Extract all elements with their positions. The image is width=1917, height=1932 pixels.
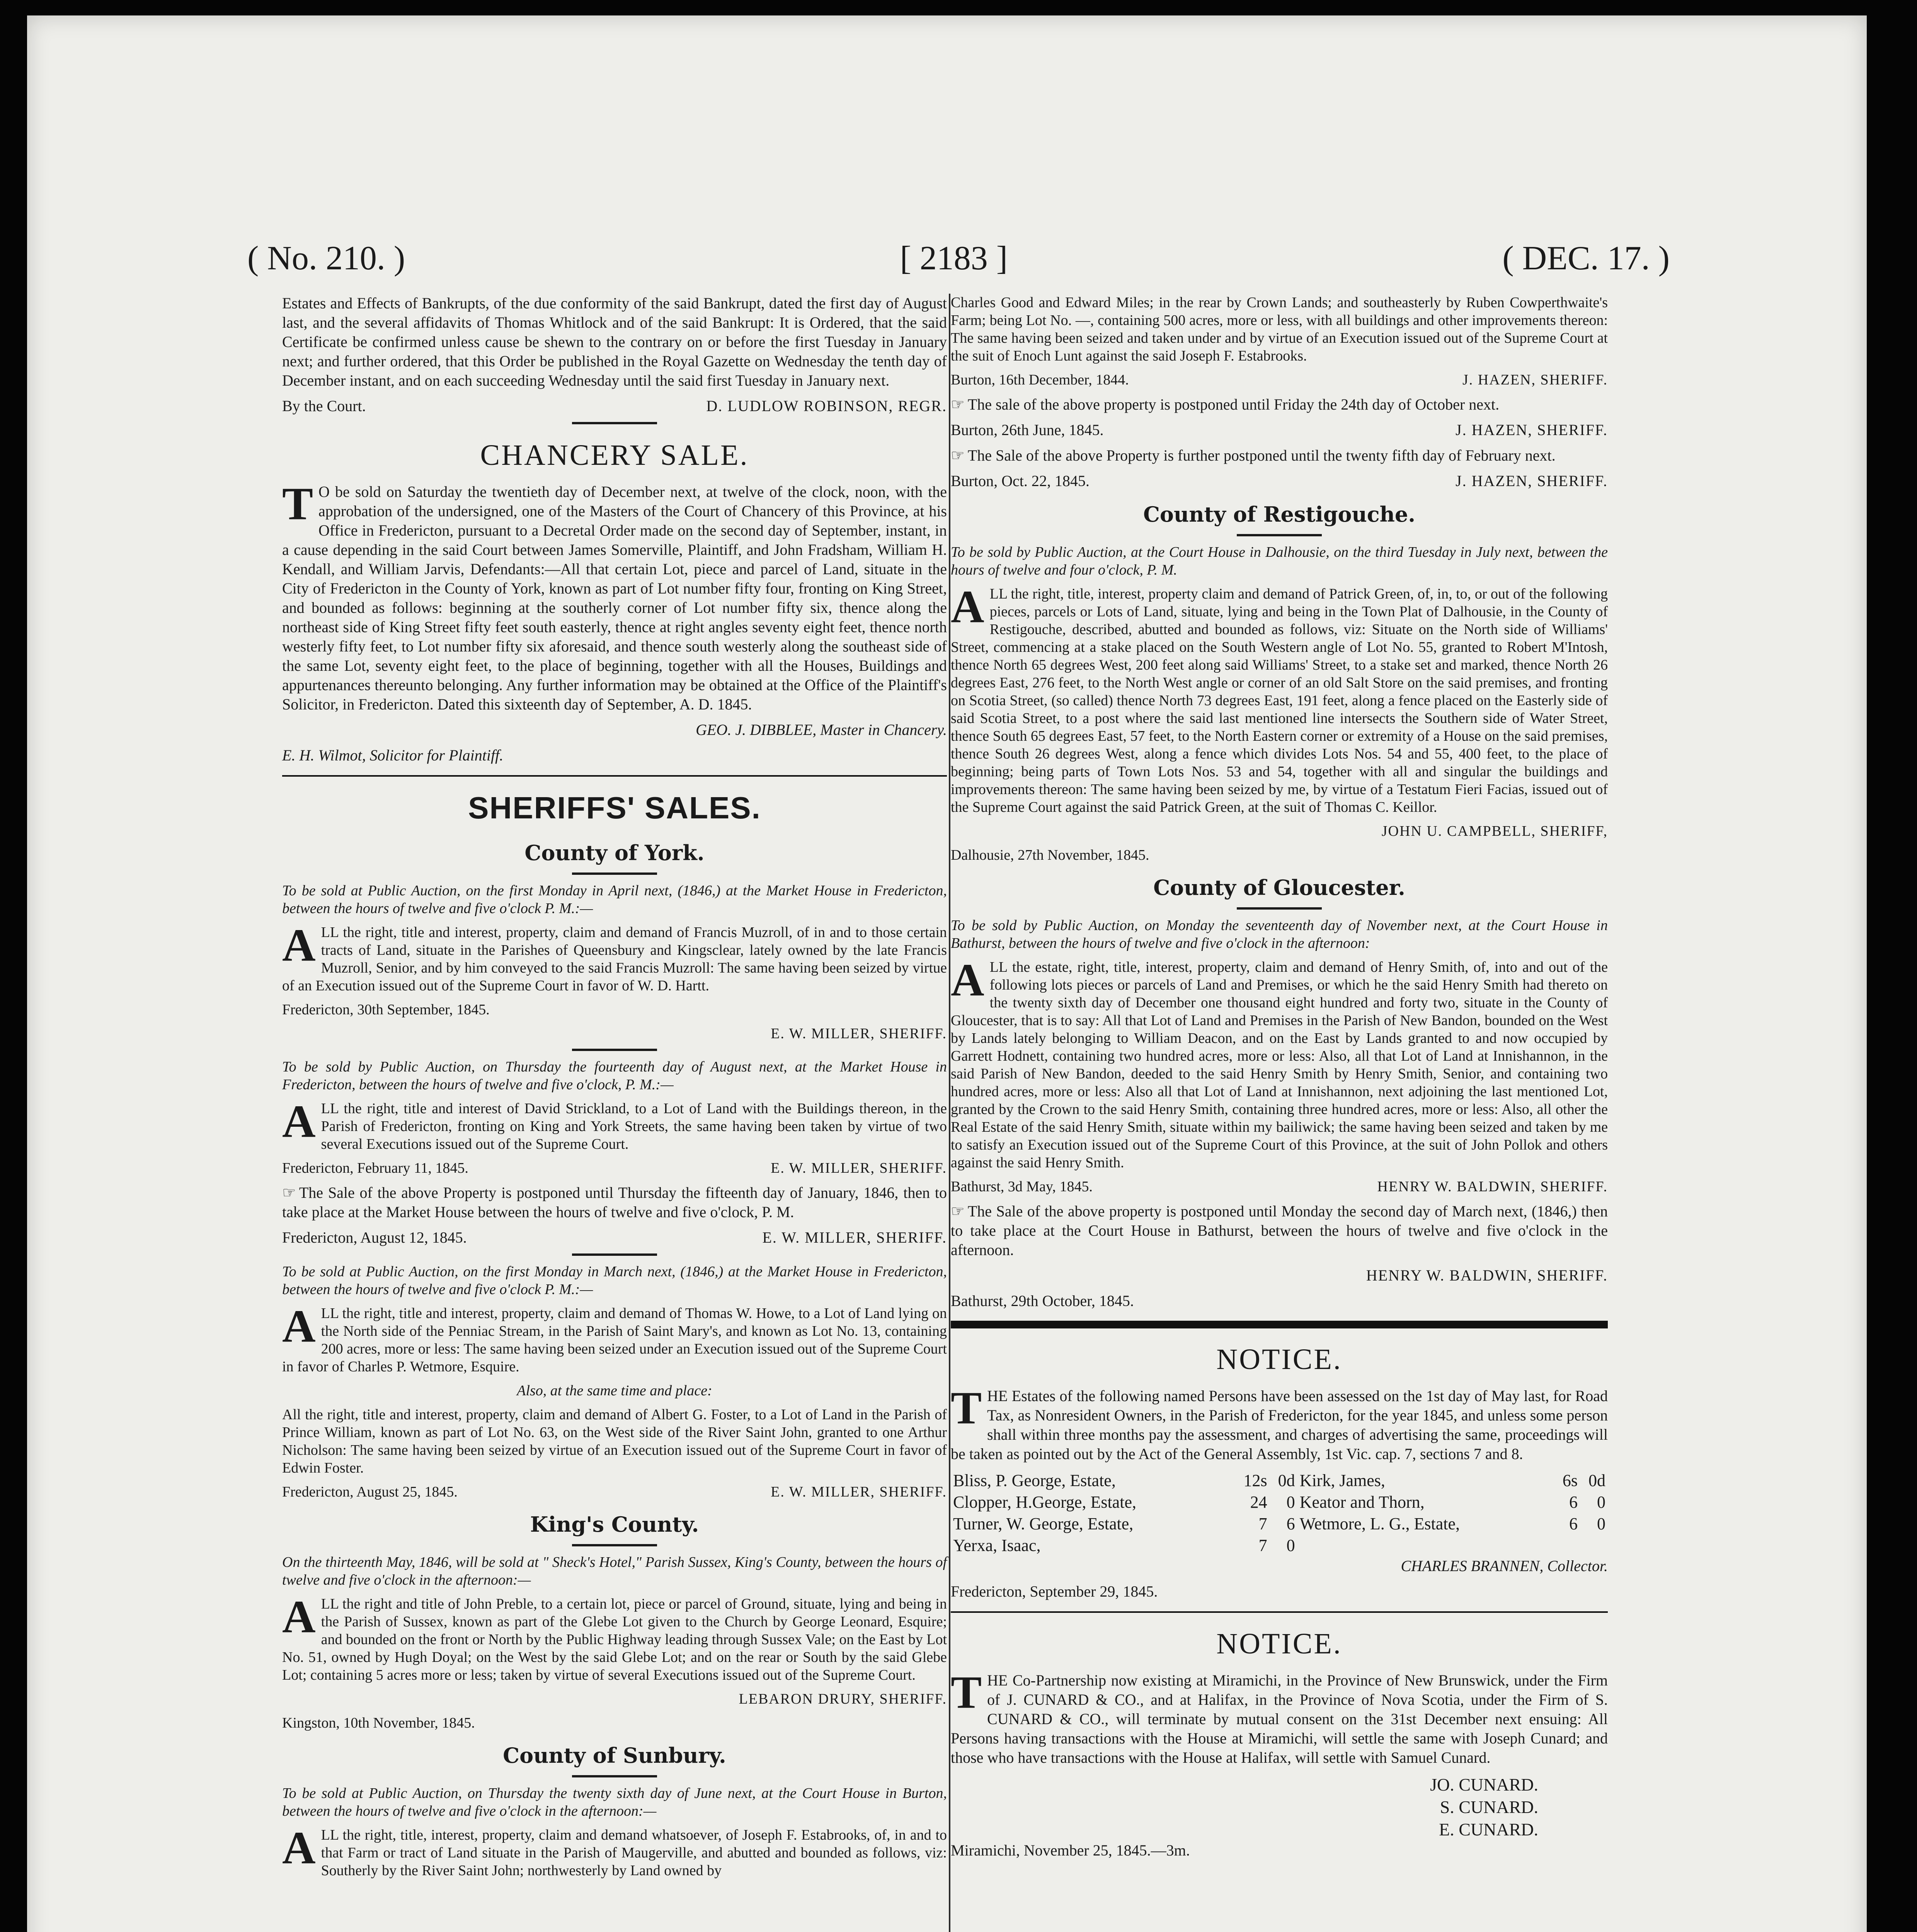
chancery-master-signature: GEO. J. DIBBLEE, Master in Chancery. (696, 721, 947, 738)
sunbury-sale-intro: To be sold at Public Auction, on Thursday the twenty sixth day of June next, at the Court House in Burton, between the hours of twelve and five o'clock in the afternoon:— (282, 1785, 947, 1819)
pointing-hand-icon: ☞ (951, 396, 965, 413)
table-cell: 6 (1569, 1514, 1578, 1533)
bankrupt-notice-text: Estates and Effects of Bankrupts, of the due conformity of the said Bankrupt, dated the first day of August last, and the several affidavits of Thomas Whitlock and of the said Bankrupt: It is Ordered, that the said Certificate be confirmed unless cause be shewn to the contrary on or before the first Tuesday in January next; and further ordered, that this Order be published in the Royal Gazette on Wednesday the tenth day of December instant, and on each succeeding Wednesday until the said first Tuesday in January next. (282, 294, 947, 389)
sunbury-sale-continued: Charles Good and Edward Miles; in the rear by Crown Lands; and southeasterly by Ruben Cowperthwaite's Farm; being Lot No. —, containing 500 acres, more or less, with all buildings and other improvements thereon: The same having been seized and taken under and by virtue of an Execution issued out of the Supreme Court at the suit of Enoch Lunt against the said Joseph F. Estabrooks. (951, 294, 1608, 364)
drop-cap: A (951, 954, 984, 1005)
gloucester-sale-notice (951, 954, 1608, 1172)
table-cell: 7 (1258, 1536, 1267, 1555)
notice-1-place: Fredericton, September 29, 1845. (951, 1583, 1158, 1600)
york-sale-1-notice (282, 919, 947, 995)
kings-sale-place: Kingston, 10th November, 1845. (282, 1715, 475, 1731)
notice-2-body (951, 1667, 1608, 1767)
notice-2-text: HE Co-Partnership now existing at Miramichi, in the Province of New Brunswick, under the Firm of J. CUNARD & CO., and at Halifax, in the Province of Nova Scotia, under the Firm of S. CUNARD & CO., will terminate by mutual consent on the 31st December next ensuing: All Persons having transactions with the House at Miramichi, will settle the same with Joseph Cunard; and those who have transactions with the House at Halifax, will settle with Samuel Cunard. (951, 1672, 1608, 1766)
issue-number: ( No. 210. ) (247, 239, 405, 277)
chancery-sale-notice (282, 478, 947, 714)
gloucester-sale-intro: To be sold by Public Auction, on Monday the seventeenth day of November next, at the Court House in Bathurst, between the hours of twelve and five o'clock in the afternoon: (951, 917, 1608, 951)
restigouche-sale-text: LL the right, title, interest, property claim and demand of Patrick Green, of, in, to, or out of the following pieces, parcels or Lots of Land, situate, lying and being in the Town Plat of Dalhousie, in the County of Restigouche, described, abutted and bounded as follows, viz: Situate on the North side of Williams' Street, commencing at a stake placed on the South Western angle of Lot No. 55, granted to Robert M'Intosh, thence North 65 degrees West, 200 feet along said Williams' Street, to a stake set and marked, thence North 26 degrees East, 276 feet, to the North West angle or corner of an old Salt Store on the said premises, and fronting on Scotia Street, (so called) thence North 73 degrees East, 191 feet, along a fence placed on the Easterly side of said Scotia Street, to a post where the said last mentioned line intersects the Southern side of Water Street, thence South 65 degrees East, 57 feet, to the North Eastern corner or extremity of a House on the said premises, thence South 26 degrees West, along a fence which divides Lots Nos. 54 and 55, 400 feet, to the place of beginning; being parts of Town Lots Nos. 53 and 54, together with all and singular the buildings and improvements thereon: The same having been seized by me, by virtue of a Testatum Fieri Facias, issued out of the Supreme Court against the said Patrick Green, at the suit of Thomas C. Keillor. (951, 586, 1608, 815)
sunbury-post-2-signature: J. HAZEN, SHERIFF. (1456, 472, 1608, 490)
section-rule (572, 1253, 657, 1256)
drop-cap: A (282, 919, 316, 971)
table-row (951, 1535, 1608, 1556)
york-sale-2-postponement (282, 1183, 947, 1222)
table-cell: 6s (1562, 1471, 1578, 1490)
chancery-sale-heading: CHANCERY SALE. (480, 439, 749, 471)
sunbury-signature-row (951, 371, 1608, 389)
york-sale-3-text: LL the right, title and interest, property, claim and demand of Thomas W. Howe, to a Lot of Land lying on the North side of the Penniac Stream, in the Parish of Saint Mary's, and known as Lot No. 13, containing 200 acres, more or less: The same having been seized under an Execution issued out of the Supreme Court in favor of Charles P. Wetmore, Esquire. (282, 1305, 947, 1375)
sunbury-post-2-signature-row (951, 471, 1608, 491)
signer-name: S. CUNARD. (1440, 1797, 1538, 1817)
signer-name: JO. CUNARD. (1430, 1775, 1538, 1794)
county-sunbury-heading: County of Sunbury. (503, 1743, 726, 1768)
table-cell: 12s (1243, 1471, 1267, 1490)
table-cell: 6 (1569, 1493, 1578, 1512)
section-rule (572, 1049, 657, 1051)
restigouche-sale-intro: To be sold by Public Auction, at the Court House in Dalhousie, on the third Tuesday in July next, between the hours of twelve and four o'clock, P. M. (951, 544, 1608, 578)
sunbury-postpone-2-text: The Sale of the above Property is further postponed until the twenty fifth day of February next. (967, 447, 1556, 464)
signer-name: E. CUNARD. (1439, 1820, 1538, 1839)
gloucester-postponement (951, 1202, 1608, 1260)
table-cell: 6 (1286, 1514, 1295, 1533)
table-cell: 7 (1258, 1514, 1267, 1533)
restigouche-signature: JOHN U. CAMPBELL, SHERIFF, (1381, 823, 1608, 839)
county-york-heading: County of York. (524, 840, 705, 865)
table-cell: 0 (1286, 1536, 1295, 1555)
restigouche-place: Dalhousie, 27th November, 1845. (951, 847, 1149, 863)
notice-1-signature: CHARLES BRANNEN, Collector. (1401, 1557, 1608, 1575)
bankrupt-signature-row (282, 396, 947, 416)
sunbury-post-1-place: Burton, 26th June, 1845. (951, 421, 1104, 439)
left-column (282, 294, 947, 1886)
section-rule (951, 1611, 1608, 1613)
york-sale-2-post-signature-row (282, 1228, 947, 1247)
notice-1-heading: NOTICE. (1216, 1343, 1342, 1376)
notice-2-heading: NOTICE. (1216, 1628, 1342, 1660)
notice-1-text: HE Estates of the following named Persons have been assessed on the 1st day of May last, for Road Tax, as Nonresident Owners, in the Parish of Fredericton, for the year 1845, and unless some person shall within three months pay the assessment, and charges of advertising the same, proceedings will be taken as pointed out by the Act of the General Assembly, 1st Vic. cap. 7, sections 7 and 8. (951, 1387, 1608, 1463)
right-column (951, 294, 1608, 1866)
gloucester-signature: HENRY W. BALDWIN, SHERIFF. (1377, 1179, 1608, 1195)
notice-2-place: Miramichi, November 25, 1845.—3m. (951, 1842, 1190, 1859)
york-sale-3-intro: To be sold at Public Auction, on the first Monday in March next, (1846,) at the Market House in Fredericton, between the hours of twelve and five o'clock P. M.:— (282, 1264, 947, 1298)
gloucester-postpone-text: The Sale of the above property is postponed until Monday the second day of March next, (1846,) then to take place at the Court House in Bathurst, between the hours of twelve and five o'clock in the afternoon. (951, 1202, 1608, 1259)
table-cell: 0 (1597, 1514, 1605, 1533)
drop-cap: T (282, 478, 313, 529)
table-cell: Clopper, H.George, Estate, (953, 1493, 1136, 1512)
table-cell (1552, 1535, 1580, 1556)
notice-2-signers (951, 1774, 1538, 1841)
kings-sale-signature: LEBARON DRURY, SHERIFF. (739, 1691, 947, 1707)
york-sale-3-notice (282, 1300, 947, 1376)
county-kings-heading: King's County. (530, 1512, 699, 1537)
table-cell (1580, 1535, 1608, 1556)
page-number: [ 2183 ] (900, 239, 1008, 277)
gloucester-signature-row (951, 1178, 1608, 1196)
table-cell (1297, 1535, 1552, 1556)
section-rule (572, 1775, 657, 1777)
drop-cap: A (951, 581, 984, 632)
chancery-solicitor: E. H. Wilmot, Solicitor for Plaintiff. (282, 747, 504, 764)
drop-cap: A (282, 1095, 316, 1147)
york-sale-2-place: Fredericton, February 11, 1845. (282, 1160, 468, 1176)
table-cell: 0 (1597, 1493, 1605, 1512)
newspaper-page (27, 15, 1867, 1932)
pointing-hand-icon: ☞ (951, 1202, 965, 1220)
sunbury-post-2-place: Burton, Oct. 22, 1845. (951, 472, 1090, 490)
sheriffs-sales-heading: SHERIFFS' SALES. (468, 791, 761, 825)
drop-cap: A (282, 1822, 316, 1873)
table-cell: Turner, W. George, Estate, (953, 1514, 1134, 1533)
notice-1-body (951, 1382, 1608, 1464)
kings-sale-text: LL the right and title of John Preble, to a certain lot, piece or parcel of Ground, situate, lying and being in the Parish of Sussex, known as part of the Glebe Lot given to the Church by George Leonard, Esquire; and bounded on the front or North by the Public Highway leading through Sussex Vale; on the East by Lot No. 51, owned by Hugh Doyal; on the West by the said Glebe Lot; and on the rear or South by the said Glebe Lot; containing 5 acres more or less; taken by virtue of several Executions issued out of the Supreme Court. (282, 1596, 947, 1683)
york-sale-1-text: LL the right, title and interest, property, claim and demand of Francis Muzroll, of in and to those certain tracts of Land, situate in the Parishes of Queensbury and Kingsclear, lately owned by the late Francis Muzroll, Senior, and by him conveyed to the said Francis Muzroll: The same having been seized by virtue of an Execution issued out of the Supreme Court in favor of W. D. Hartt. (282, 924, 947, 994)
gloucester-place: Bathurst, 3d May, 1845. (951, 1179, 1093, 1195)
table-row (951, 1470, 1608, 1492)
york-sale-2-intro: To be sold by Public Auction, on Thursday the fourteenth day of August next, at the Market House in Fredericton, between the hours of twelve and five o'clock, P. M.:— (282, 1059, 947, 1093)
column-divider (949, 294, 950, 1932)
sunbury-postponement-2 (951, 446, 1608, 465)
restigouche-sale-notice (951, 581, 1608, 816)
table-cell: 0 (1286, 1493, 1295, 1512)
gloucester-post-signature: HENRY W. BALDWIN, SHERIFF. (1366, 1267, 1608, 1284)
sunbury-place: Burton, 16th December, 1844. (951, 372, 1129, 388)
county-restigouche-heading: County of Restigouche. (1143, 502, 1416, 527)
york-sale-2-post-signature: E. W. MILLER, SHERIFF. (762, 1229, 947, 1246)
county-gloucester-heading: County of Gloucester. (1153, 875, 1405, 900)
pointing-hand-icon: ☞ (282, 1184, 296, 1202)
pointing-hand-icon: ☞ (951, 447, 965, 464)
sunbury-sale-text: LL the right, title, interest, property, claim and demand whatsoever, of Joseph F. Estabrooks, of, in and to that Farm or tract of Land situate in the Parish of Maugerville, and abutted and bounded as follows, viz: Southerly by the River Saint John; northwesterly by Land owned by (321, 1827, 947, 1879)
section-rule (282, 775, 947, 777)
york-sale-2-signature-row (282, 1159, 947, 1177)
bankrupt-signature: D. LUDLOW ROBINSON, REGR. (706, 397, 947, 415)
section-rule (572, 872, 657, 875)
york-sale-3-also: Also, at the same time and place: (517, 1383, 712, 1399)
table-cell: 0d (1588, 1471, 1605, 1490)
sunbury-postponement-1 (951, 395, 1608, 414)
york-sale-3-place: Fredericton, August 25, 1845. (282, 1484, 458, 1500)
table-cell: 0d (1278, 1471, 1295, 1490)
table-cell: 24 (1250, 1493, 1267, 1512)
york-sale-2-notice (282, 1095, 947, 1153)
section-rule (572, 422, 657, 424)
gloucester-sale-text: LL the estate, right, title, interest, property, claim and demand of Henry Smith, of, into and out of the following lots pieces or parcels of Land and Premises, or which he the said Henry Smith had thereto on the twenty sixth day of December one thousand eight hundred and forty two, situate in the County of Gloucester, that is to say: All that Lot of Land and Premises in the Parish of New Bandon, bounded on the West by Lands lately belonging to William Deacon, and on the East by Lands granted to and now occupied by Garrett Hodnett, containing two hundred acres, more or less: Also, all that Lot of Land at Innishannon, in the said Parish of New Bandon, deeded to the said Henry Smith by Henry Smith, Senior, and containing two hundred acres, more or less: Also all that Lot of Land at Innishannon, next adjoining the last mentioned Lot, granted by the Crown to the said Henry Smith, containing three hundred acres, more or less: Also, all other the Real Estate of the said Henry Smith, situate within my bailiwick; the same having been seized and taken by me to satisfy an Execution issued out of the Supreme Court of this Province, at the suit of John Pollok and others against the said Henry Smith. (951, 959, 1608, 1171)
bankrupt-by-court: By the Court. (282, 397, 366, 415)
sunbury-signature: J. HAZEN, SHERIFF. (1462, 372, 1608, 388)
york-sale-1-place: Fredericton, 30th September, 1845. (282, 1002, 490, 1018)
chancery-sale-text: O be sold on Saturday the twentieth day of December next, at twelve of the clock, noon, with the approbation of the undersigned, one of the Masters of the Court of Chancery of this Province, at his Office in Fredericton, pursuant to a Decretal Order made on the second day of September, instant, in a cause depending in the said Court between James Somerville, Plaintiff, and John Fradsham, William H. Kendall, and William Jarvis, Defendants:—All that certain Lot, piece and parcel of Land, situate in the City of Fredericton in the County of York, known as part of Lot number fifty four, fronting on King Street, and bounded as follows: beginning at the southerly corner of Lot number fifty six, thence along the northeast side of King Street fifty feet south easterly, thence at right angles seventy eight feet, thence north westerly fifty feet, to Lot number fifty six aforesaid, and thence south westerly along the southeast side of the same Lot, seventy eight feet, to the place of beginning, together with all the Houses, Buildings and appurtenances thereunto belonging. Any further information may be obtained at the Office of the Plaintiff's Solicitor, in Fredericton. Dated this sixteenth day of September, A. D. 1845. (282, 483, 947, 713)
york-sale-2-postpone-text: The Sale of the above Property is postponed until Thursday the fifteenth day of January, 1846, then to take place at the Market House between the hours of twelve and five o'clock, P. M. (282, 1184, 947, 1221)
section-rule (1237, 907, 1322, 910)
issue-date: ( DEC. 17. ) (1502, 239, 1670, 277)
york-sale-1-intro: To be sold at Public Auction, on the first Monday in April next, (1846,) at the Market House in Fredericton, between the hours of twelve and five o'clock P. M.:— (282, 883, 947, 917)
york-sale-2-signature: E. W. MILLER, SHERIFF. (771, 1160, 947, 1176)
section-rule-thick (951, 1321, 1608, 1328)
table-row (951, 1513, 1608, 1535)
section-rule (1237, 534, 1322, 536)
york-sale-3-signature: E. W. MILLER, SHERIFF. (771, 1484, 947, 1500)
table-cell: Keator and Thorn, (1299, 1493, 1425, 1512)
sunbury-post-1-signature-row (951, 420, 1608, 440)
sunbury-sale-notice (282, 1822, 947, 1879)
table-row (951, 1492, 1608, 1513)
york-sale-2-post-place: Fredericton, August 12, 1845. (282, 1229, 467, 1246)
sunbury-post-1-signature: J. HAZEN, SHERIFF. (1456, 421, 1608, 439)
sunbury-postpone-1-text: The sale of the above property is postponed until Friday the 24th day of October next. (967, 396, 1500, 413)
york-sale-3-signature-row (282, 1483, 947, 1501)
gloucester-post-place: Bathurst, 29th October, 1845. (951, 1292, 1134, 1310)
table-cell: Kirk, James, (1299, 1471, 1385, 1490)
drop-cap: T (951, 1667, 982, 1718)
york-sale-3-text-2: All the right, title and interest, property, claim and demand of Albert G. Foster, to a Lot of Land in the Parish of Prince William, known as part of Lot No. 63, on the West side of the River Saint John, granted to one Arthur Nicholson: The same having been seized by virtue of an Execution issued out of the Supreme Court in favor of Edwin Foster. (282, 1406, 947, 1476)
kings-sale-notice (282, 1591, 947, 1684)
drop-cap: A (282, 1591, 316, 1642)
section-rule (572, 1544, 657, 1546)
drop-cap: T (951, 1382, 982, 1434)
estates-table-body (951, 1470, 1608, 1556)
table-cell: Yerxa, Isaac, (953, 1536, 1041, 1555)
kings-sale-intro: On the thirteenth May, 1846, will be sold at " Sheck's Hotel," Parish Sussex, King's County, between the hours of twelve and five o'clock in the afternoon:— (282, 1554, 947, 1588)
drop-cap: A (282, 1300, 316, 1352)
page-header (247, 227, 1670, 289)
estates-table (951, 1470, 1608, 1556)
york-sale-2-text: LL the right, title and interest of David Strickland, to a Lot of Land with the Buildings thereon, in the Parish of Fredericton, fronting on King and York Streets, the same having been taken by virtue of two several Executions issued out of the Supreme Court. (321, 1100, 947, 1152)
table-cell: Bliss, P. George, Estate, (953, 1471, 1116, 1490)
york-sale-1-signature: E. W. MILLER, SHERIFF. (771, 1026, 947, 1042)
table-cell: Wetmore, L. G., Estate, (1299, 1514, 1460, 1533)
